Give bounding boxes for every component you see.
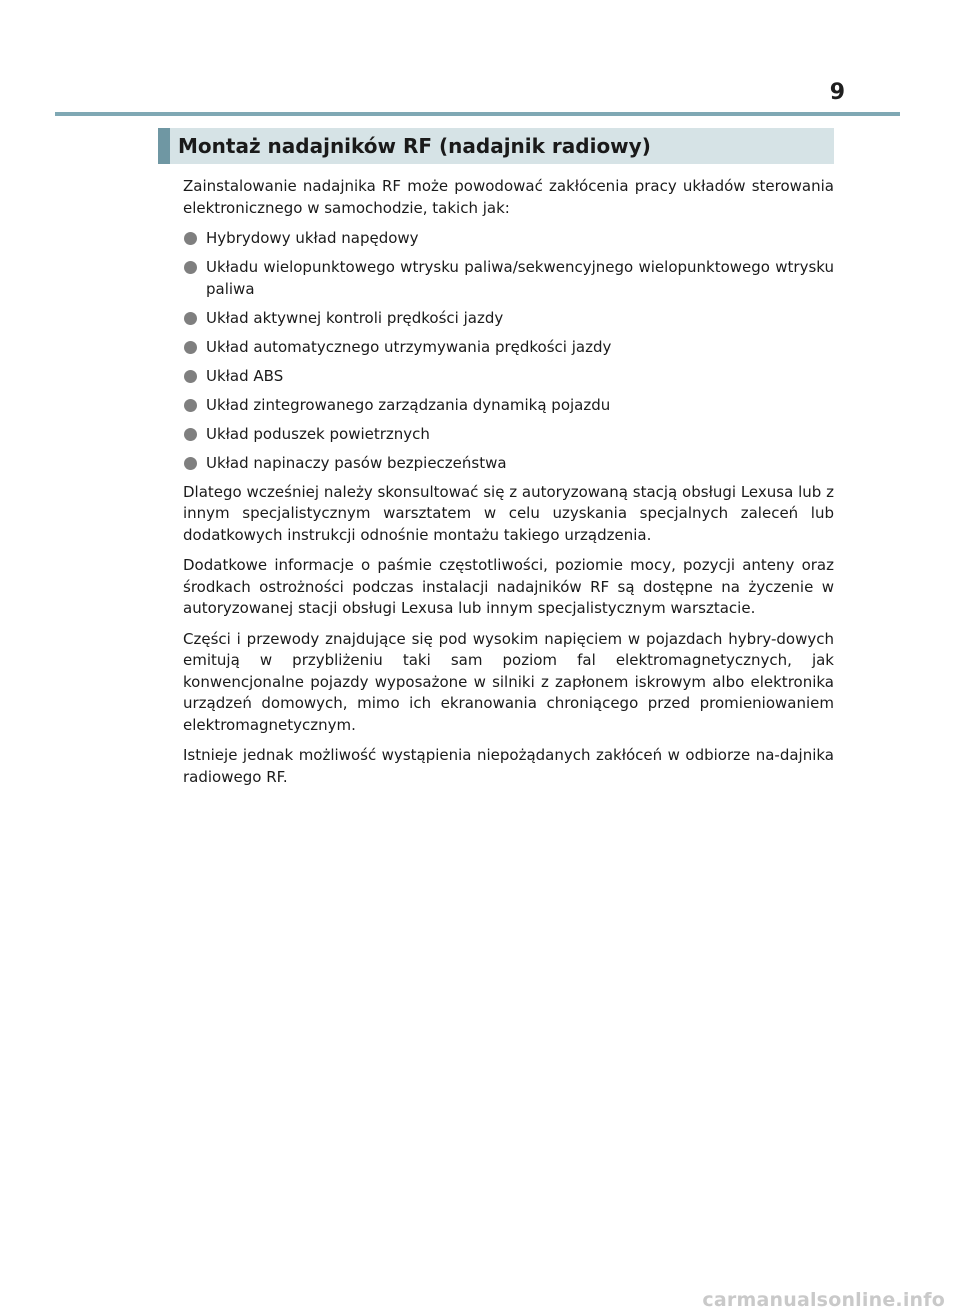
content-body [183, 176, 834, 797]
section-heading-text: Montaż nadajników RF (nadajnik radiowy) [178, 134, 651, 158]
list-item-text: Układ napinaczy pasów bezpieczeństwa [206, 453, 507, 472]
list-item-text: Hybrydowy układ napędowy [206, 229, 419, 247]
watermark[interactable]: carmanualsonline.info [702, 1289, 945, 1311]
list-item-text: Układ zintegrowanego zarządzania dynamiką pojazdu [206, 395, 611, 414]
list-item [183, 424, 834, 446]
list-item-text: Układ poduszek powietrznych [206, 424, 430, 443]
list-item-text: Układ ABS [206, 366, 284, 385]
bullet-icon [184, 428, 197, 441]
bullet-icon [184, 399, 197, 412]
bullet-icon [184, 341, 197, 354]
body-paragraph: Części i przewody znajdujące się pod wysokim napięciem w pojazdach hybry-dowych emitują w przybliżeniu taki sam poziom fal elektromagnetycznych, jak konwencjonalne pojazdy wyposażone w silniki z zapłonem iskrowym albo elektronika urządzeń domowych, mimo ich ekranowania chroniącego przed promieniowaniem elektromagnetycznym. [183, 629, 834, 734]
body-paragraph: Dodatkowe informacje o paśmie częstotliwości, poziomie mocy, pozycji anteny oraz środkach ostrożności podczas instalacji nadajników RF są dostępne na życzenie w autoryzowanej stacji obsługi Lexusa lub innym specjalistycznym warsztacie. [183, 556, 834, 617]
list-item-text: Układ aktywnej kontroli prędkości jazdy [206, 308, 504, 327]
bullet-icon [184, 232, 197, 245]
list-item [183, 366, 834, 388]
bullet-icon [184, 370, 197, 383]
list-item [183, 228, 834, 250]
header-rule [55, 112, 900, 116]
body-paragraph: Dlatego wcześniej należy skonsultować się z autoryzowaną stacją obsługi Lexusa lub z innym specjalistycznym warsztatem w celu uzyskania specjalnych zaleceń lub dodatkowych instrukcji odnośnie montażu takiego urządzenia. [183, 482, 834, 544]
intro-paragraph: Zainstalowanie nadajnika RF może powodować zakłócenia pracy układów sterowania elektronicznego w samochodzie, takich jak: [183, 177, 834, 217]
bullet-icon [184, 312, 197, 325]
list-item [183, 337, 834, 359]
bullet-icon [184, 457, 197, 470]
body-paragraph: Istnieje jednak możliwość wystąpienia niepożądanych zakłóceń w odbiorze na-dajnika radiowego RF. [183, 746, 834, 786]
list-item [183, 257, 834, 300]
list-item [183, 453, 834, 475]
list-item-text: Układ automatycznego utrzymywania prędkości jazdy [206, 337, 612, 356]
section-heading [158, 128, 834, 164]
list-item-text: Układu wielopunktowego wtrysku paliwa/sekwencyjnego wielopunktowego wtrysku paliwa [206, 258, 834, 298]
bullet-icon [184, 261, 197, 274]
page-number: 9 [829, 80, 845, 105]
list-item [183, 308, 834, 330]
bullet-list [183, 228, 834, 474]
list-item [183, 395, 834, 417]
